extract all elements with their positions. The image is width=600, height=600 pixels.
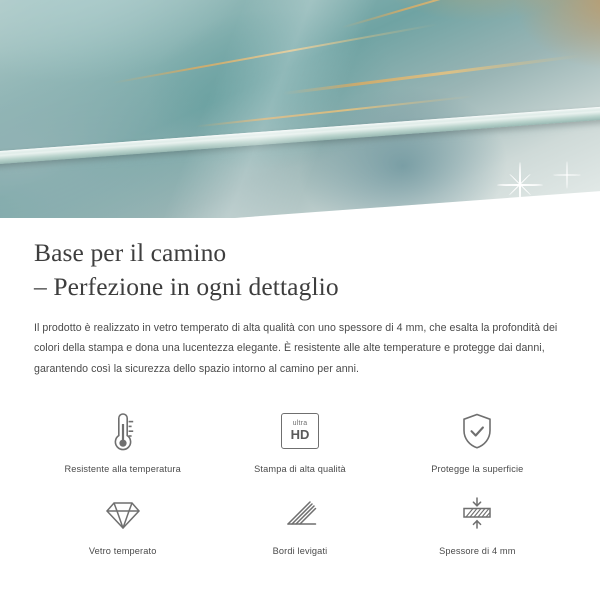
gold-vein (113, 23, 438, 83)
marble-glass-panel-image (0, 0, 600, 218)
glass-edge (0, 102, 600, 166)
ultra-hd-icon (281, 406, 319, 456)
ultra-hd-badge-bottom: HD (290, 427, 310, 443)
feature-item-thickness (389, 488, 566, 556)
feature-label: Stampa di alta qualità (254, 463, 346, 474)
headline-line-1: Base per il camino (34, 238, 227, 267)
shield-check-icon (455, 406, 499, 456)
thickness-icon (455, 488, 499, 538)
gold-vein (195, 95, 474, 127)
hero-image-inner (0, 0, 600, 218)
page-title (34, 218, 566, 304)
content-area (0, 218, 600, 556)
feature-item-polished-edges (211, 488, 388, 556)
gold-vein (283, 54, 581, 95)
headline-line-2: – Perfezione in ogni dettaglio (34, 271, 339, 301)
feature-item-surface-protection (389, 406, 566, 474)
feature-label: Protegge la superficie (431, 463, 524, 474)
glass-edge-highlight (0, 102, 600, 156)
feature-item-tempered-glass (34, 488, 211, 556)
body-paragraph: Il prodotto è realizzato in vetro temperato di alta qualità con uno spessore di 4 mm, che esalta la profondità dei colori della stampa e dona una lucentezza elegante. È resistente alle alte temperature e protegge dai danni, garantendo così la sicurezza dello spazio intorno al camino per anni. (34, 321, 558, 376)
gold-vein (341, 0, 591, 29)
ultra-hd-badge-top: ultra (292, 420, 308, 428)
feature-label: Spessore di 4 mm (439, 545, 516, 556)
panel-shadow (0, 115, 600, 175)
thermometer-icon (101, 406, 145, 456)
feature-label: Vetro temperato (88, 545, 157, 556)
polished-edges-icon (278, 488, 322, 538)
feature-label: Resistente alla temperatura (64, 463, 181, 474)
feature-item-print-quality (211, 406, 388, 474)
diamond-icon (101, 488, 145, 538)
feature-label: Bordi levigati (272, 545, 328, 556)
hero-image (0, 0, 600, 218)
feature-item-temperature (34, 406, 211, 474)
feature-grid (34, 406, 566, 556)
